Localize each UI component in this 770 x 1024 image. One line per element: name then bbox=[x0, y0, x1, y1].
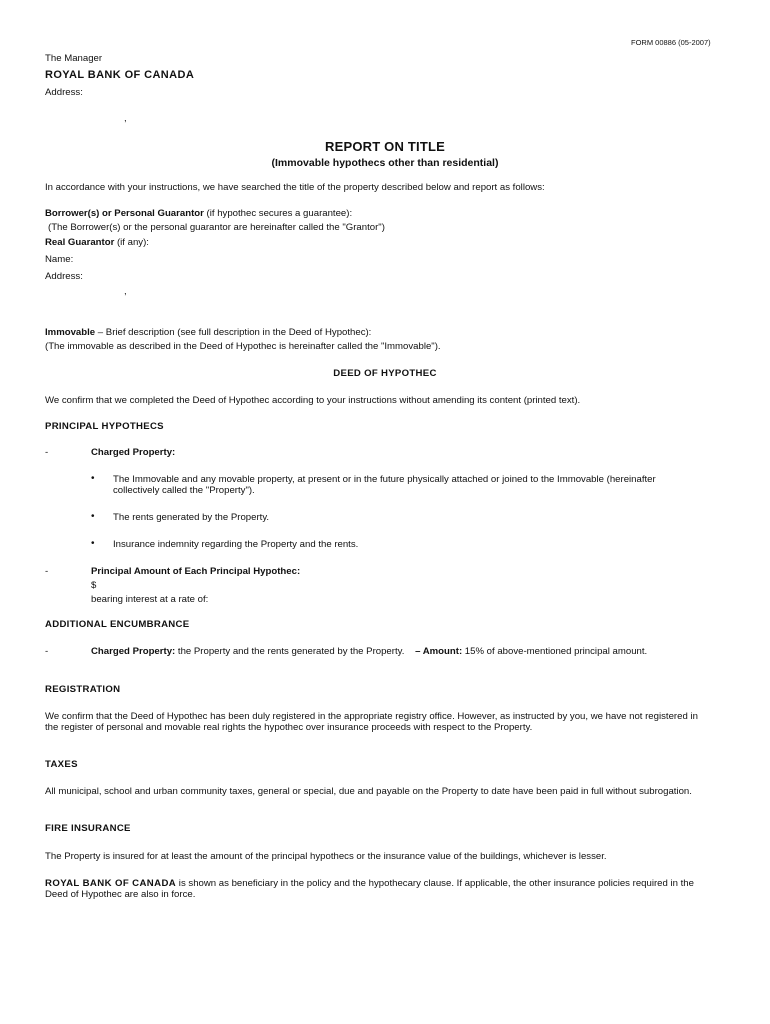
immovable-line bbox=[45, 327, 371, 338]
additional-dash: - bbox=[45, 646, 49, 657]
real-guarantor-name-label: Name: bbox=[45, 254, 74, 265]
real-guarantor-label: Real Guarantor bbox=[45, 237, 115, 248]
real-guarantor-line bbox=[45, 237, 149, 248]
immovable-definition: (The immovable as described in the Deed of Hypothec is hereinafter called the "Immovable"). bbox=[45, 341, 441, 352]
principal-bullet-2: The rents generated by the Property. bbox=[113, 512, 270, 523]
real-guarantor-note: (if any): bbox=[114, 237, 149, 248]
addressee-bank: ROYAL BANK OF CANADA bbox=[45, 69, 195, 81]
principal-bullet-3: Insurance indemnity regarding the Property and the rents. bbox=[113, 539, 359, 550]
page-subtitle: (Immovable hypothecs other than residential) bbox=[271, 157, 499, 169]
borrower-label: Borrower(s) or Personal Guarantor bbox=[45, 208, 204, 219]
addressee-address-label: Address: bbox=[45, 87, 83, 98]
principal-charged-label: Charged Property: bbox=[91, 447, 176, 458]
principal-amount-dollar: $ bbox=[91, 580, 97, 591]
page-title: REPORT ON TITLE bbox=[325, 139, 445, 154]
principal-bullet-1: The Immovable and any movable property, at present or in the future physically attached or joined to the Immovable (hereinafter collectively called the "Property"). bbox=[113, 474, 656, 496]
fire-beneficiary-text bbox=[45, 878, 700, 900]
principal-amount-dash: - bbox=[45, 566, 49, 577]
principal-charged-dash: - bbox=[45, 447, 49, 458]
taxes-heading: TAXES bbox=[45, 759, 78, 770]
addressee-address-comma: , bbox=[124, 113, 127, 124]
taxes-text: All municipal, school and urban community taxes, general or special, due and payable on the Property to date have been paid in full without subrogation. bbox=[45, 786, 692, 797]
fire-bank-name: ROYAL BANK OF CANADA bbox=[45, 878, 177, 889]
additional-heading: ADDITIONAL ENCUMBRANCE bbox=[45, 619, 190, 630]
immovable-label: Immovable bbox=[45, 327, 96, 338]
borrower-grantor-note: (The Borrower(s) or the personal guarantor are hereinafter called the "Grantor") bbox=[48, 222, 385, 233]
bullet-1-symbol: • bbox=[91, 473, 95, 484]
borrower-note: (if hypothec secures a guarantee): bbox=[203, 208, 353, 219]
real-guarantor-address-comma: , bbox=[124, 286, 127, 297]
immovable-note: – Brief description (see full description in the Deed of Hypothec): bbox=[95, 327, 372, 338]
bullet-3-symbol: • bbox=[91, 538, 95, 549]
deed-heading: DEED OF HYPOTHEC bbox=[333, 368, 437, 379]
additional-charged-text bbox=[91, 646, 716, 657]
form-number: FORM 00886 (05-2007) bbox=[631, 38, 711, 47]
principal-amount-label: Principal Amount of Each Principal Hypothec: bbox=[91, 566, 301, 577]
bullet-2-symbol: • bbox=[91, 511, 95, 522]
registration-text: We confirm that the Deed of Hypothec has been duly registered in the appropriate registry office. However, as instructed by you, we have not registered in the register of personal and movable real rights the hypothec over insurance proceeds with respect to the Property. bbox=[45, 711, 698, 733]
deed-confirm-text: We confirm that we completed the Deed of Hypothec according to your instructions without amending its content (printed text). bbox=[45, 395, 581, 406]
intro-text: In accordance with your instructions, we have searched the title of the property described below and report as follows: bbox=[45, 182, 545, 193]
fire-beneficiary-desc: is shown as beneficiary in the policy and the hypothecary clause. If applicable, the other insurance policies required in the Deed of Hypothec are also in force. bbox=[45, 878, 694, 900]
addressee-manager: The Manager bbox=[45, 53, 103, 64]
principal-heading: PRINCIPAL HYPOTHECS bbox=[45, 421, 164, 432]
registration-heading: REGISTRATION bbox=[45, 684, 121, 695]
additional-amount-desc: 15% of above-mentioned principal amount. bbox=[462, 646, 648, 657]
principal-interest-text: bearing interest at a rate of: bbox=[91, 594, 209, 605]
borrower-line bbox=[45, 208, 352, 219]
additional-amount-label: – Amount: bbox=[415, 646, 463, 657]
real-guarantor-address-label: Address: bbox=[45, 271, 83, 282]
fire-heading: FIRE INSURANCE bbox=[45, 823, 131, 834]
additional-charged-desc: the Property and the rents generated by the Property. bbox=[175, 646, 405, 657]
fire-text: The Property is insured for at least the amount of the principal hypothecs or the insurance value of the buildings, whichever is lesser. bbox=[45, 851, 607, 862]
additional-charged-label: Charged Property: bbox=[91, 646, 176, 657]
